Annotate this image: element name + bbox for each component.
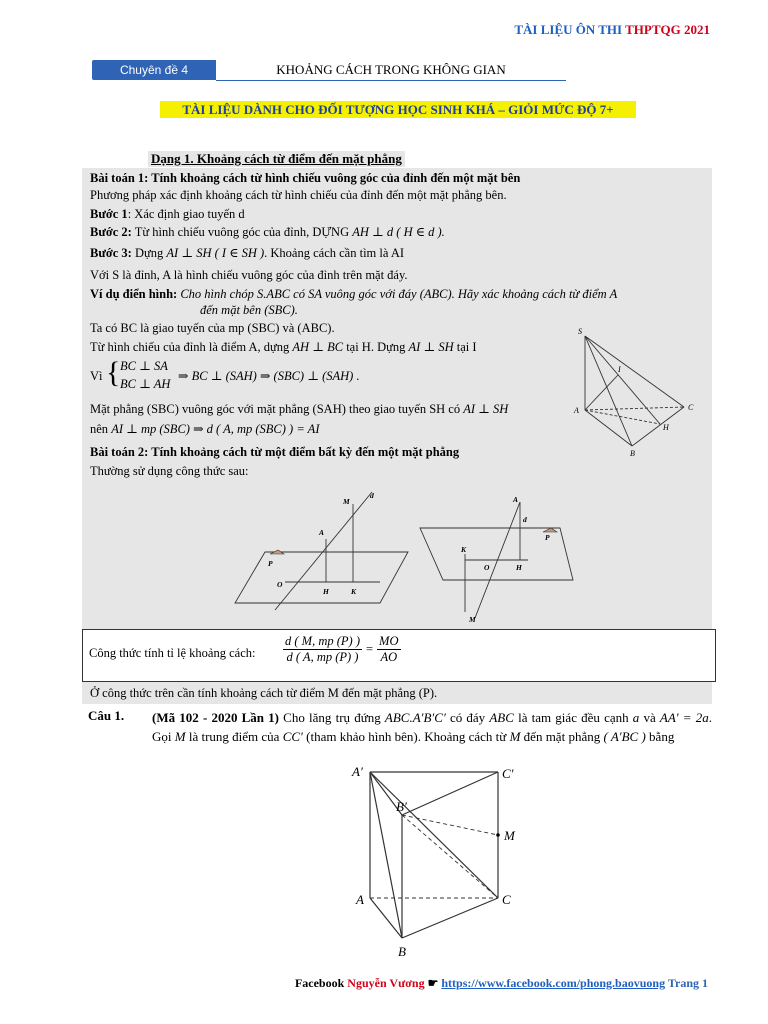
pl-left-k: K bbox=[351, 587, 357, 596]
example-text: Cho hình chóp S.ABC có SA vuông góc với đáy (ABC). Hãy xác khoảng cách từ điểm A bbox=[177, 287, 618, 301]
prism-label-a1: A′ bbox=[352, 764, 363, 779]
solution-line-4 bbox=[90, 401, 508, 417]
problem2-title: Bài toán 2: Tính khoảng cách từ một điểm bất kỳ đến một mặt phẳng bbox=[90, 445, 460, 459]
q-math-3: a bbox=[632, 710, 640, 725]
question-source: (Mã 102 - 2020 Lần 1) bbox=[152, 710, 280, 725]
q-text-j: bằng bbox=[645, 729, 675, 744]
footer-author: Nguyễn Vương bbox=[347, 976, 425, 990]
question-label: Câu 1. bbox=[88, 708, 125, 723]
pl-right-m: M bbox=[469, 615, 476, 624]
pl-left-d: d bbox=[370, 491, 374, 500]
q-math-4: AA′ = 2a bbox=[659, 710, 709, 725]
sol2-a: Từ hình chiếu của đỉnh là điểm A, dựng bbox=[90, 340, 293, 354]
plane-p-left bbox=[235, 552, 408, 603]
exam-label: THPTQG 2021 bbox=[625, 22, 710, 37]
step1-label: Bước 1 bbox=[90, 207, 128, 221]
ratio-formula-box bbox=[82, 629, 716, 682]
q-text-a: Cho lăng trụ đứng bbox=[279, 710, 385, 725]
sol4-a: Mặt phẳng (SBC) vuông góc với mặt phẳng (SAH) theo giao tuyến SH có bbox=[90, 402, 464, 416]
step1 bbox=[90, 206, 245, 222]
pyr-label-i: I bbox=[618, 365, 621, 374]
ratio-den: d ( A, mp (P) ) bbox=[286, 650, 359, 664]
pyr-label-c: C bbox=[688, 403, 694, 412]
step2-text: Từ hình chiếu vuông góc của đỉnh, DỰNG bbox=[131, 225, 353, 239]
step2 bbox=[90, 224, 445, 240]
prism-label-c: C bbox=[502, 892, 511, 907]
example-line bbox=[90, 286, 617, 302]
ratio-num: d ( M, mp (P) ) bbox=[285, 634, 360, 648]
footer-page-number: Trang 1 bbox=[665, 976, 708, 990]
ratio-right-fraction bbox=[377, 634, 400, 665]
pl-right-p: P bbox=[545, 533, 550, 542]
step3-math: AI ⊥ SH ( I ∈ SH ) bbox=[166, 246, 265, 260]
ratio-label: Công thức tính tỉ lệ khoảng cách: bbox=[89, 646, 256, 660]
q-text-g: (tham khảo hình bên). Khoảng cách từ bbox=[302, 729, 510, 744]
target-audience-banner: TÀI LIỆU DÀNH CHO ĐỐI TƯỢNG HỌC SINH KHÁ – GIỎI MỨC ĐỘ 7+ bbox=[160, 101, 636, 118]
section-title: Dạng 1. Khoảng cách từ điểm đến mặt phẳng bbox=[148, 151, 405, 167]
prism-label-b1: B′ bbox=[396, 799, 407, 814]
pl-right-a: A bbox=[513, 495, 519, 504]
q-math-2: ABC bbox=[489, 710, 514, 725]
sol2-b: tại H. Dựng bbox=[343, 340, 409, 354]
page-footer bbox=[295, 976, 708, 991]
example-label: Ví dụ điển hình: bbox=[90, 287, 178, 301]
sol3-sys-1: BC ⊥ SA bbox=[120, 359, 168, 373]
sol2-math-2: AI ⊥ SH bbox=[408, 340, 454, 354]
q-text-c: là tam giác đều cạnh bbox=[513, 710, 633, 725]
ratio-rnum: MO bbox=[379, 634, 399, 648]
q-text-d: và bbox=[639, 710, 656, 725]
pl-left-o: O bbox=[277, 580, 283, 589]
q-math-7: M bbox=[509, 729, 521, 744]
ratio-left-fraction bbox=[283, 634, 362, 665]
q-text-h: đến mặt bbox=[520, 729, 566, 744]
sol3-sys-2: BC ⊥ AH bbox=[120, 377, 171, 391]
ratio-formula: $\frac{d ( M, mp (P) )}{d ( A, mp (P) )}$ = $\frac{MO}{AO}$ bbox=[285, 634, 399, 664]
sol3-result: ⇒ BC ⊥ (SAH) ⇒ (SBC) ⊥ (SAH) . bbox=[178, 369, 360, 383]
prism-label-c1: C′ bbox=[502, 766, 514, 781]
pyr-label-b: B bbox=[630, 449, 635, 458]
pl-right-o: O bbox=[484, 563, 490, 572]
footer-facebook-link[interactable]: https://www.facebook.com/phong.baovuong bbox=[441, 976, 666, 990]
q-math-6: CC′ bbox=[282, 729, 303, 744]
sol5-a: nên bbox=[90, 422, 112, 436]
q-text-e: . Gọi bbox=[152, 710, 712, 744]
pyr-label-s: S bbox=[578, 327, 582, 336]
solution-line-5 bbox=[90, 421, 319, 437]
plane-figure-left bbox=[230, 490, 420, 620]
q-math-1: ABC.A′B′C′ bbox=[384, 710, 446, 725]
pyr-label-a: A bbox=[574, 406, 579, 415]
plane-figure-right bbox=[415, 490, 575, 625]
sol2-c: tại I bbox=[453, 340, 477, 354]
step3-text: Dựng bbox=[131, 246, 167, 260]
note-text: Với S là đỉnh, A là hình chiếu vuông góc của đỉnh trên mặt đáy. bbox=[90, 268, 408, 282]
prism-figure bbox=[340, 760, 530, 965]
prism-label-b: B bbox=[398, 944, 406, 959]
footer-arrow-icon: ☛ bbox=[424, 976, 442, 990]
solution-line-1: Ta có BC là giao tuyến của mp (SBC) và (ABC). bbox=[90, 321, 335, 335]
pl-left-m: M bbox=[343, 497, 350, 506]
sol2-math-1: AH ⊥ BC bbox=[292, 340, 344, 354]
step2-label: Bước 2: bbox=[90, 225, 132, 239]
sol3-vi: Vì bbox=[90, 369, 103, 383]
pl-left-h: H bbox=[323, 587, 329, 596]
solution-line-2 bbox=[90, 339, 477, 355]
step2-math: AH ⊥ d ( H ∈ d ). bbox=[352, 225, 445, 239]
pl-right-d: d bbox=[523, 515, 527, 524]
q-math-8: ( A′BC ) bbox=[603, 729, 646, 744]
ratio-rden: AO bbox=[380, 650, 398, 664]
q-math-5: M bbox=[174, 729, 186, 744]
step3 bbox=[90, 245, 404, 261]
example-text-2: đến mặt bên (SBC). bbox=[200, 303, 298, 317]
pyr-label-h: H bbox=[663, 423, 669, 432]
prism-label-m: M bbox=[504, 828, 515, 843]
prism-label-a: A bbox=[356, 892, 364, 907]
footer-facebook-label: Facebook bbox=[294, 976, 348, 990]
pl-left-a: A bbox=[319, 528, 325, 537]
q-text-i: phẳng bbox=[568, 729, 604, 744]
pl-left-p: P bbox=[268, 559, 273, 568]
plane-p-right bbox=[420, 528, 573, 580]
q-text-b: có đáy bbox=[445, 710, 490, 725]
ratio-note: Ở công thức trên cần tính khoảng cách từ điểm M đến mặt phẳng (P). bbox=[90, 686, 438, 700]
brace: { bbox=[106, 356, 121, 389]
step1-text: : Xác định giao tuyến d bbox=[127, 207, 245, 221]
pl-right-h: H bbox=[516, 563, 522, 572]
formula-intro: Thường sử dụng công thức sau: bbox=[90, 464, 249, 478]
doc-label: TÀI LIỆU ÔN THI bbox=[514, 22, 623, 37]
method-text: Phương pháp xác định khoảng cách từ hình chiếu của đỉnh đến một mặt phẳng bên. bbox=[90, 188, 507, 202]
step3-label: Bước 3: bbox=[90, 246, 132, 260]
q-text-f: là trung điểm của bbox=[185, 729, 283, 744]
sol5-math: AI ⊥ mp (SBC) ⇒ d ( A, mp (SBC) ) = AI bbox=[111, 422, 320, 436]
problem1-title: Bài toán 1: Tính khoảng cách từ hình chiếu vuông góc của đỉnh đến một mặt bên bbox=[90, 171, 521, 185]
question-text bbox=[152, 708, 712, 746]
pyramid-figure bbox=[560, 322, 710, 462]
step3-tail: . Khoảng cách cần tìm là AI bbox=[264, 246, 405, 260]
pl-right-k: K bbox=[461, 545, 467, 554]
topic-tag: Chuyên đề 4 bbox=[92, 60, 216, 80]
topic-title: KHOẢNG CÁCH TRONG KHÔNG GIAN bbox=[216, 60, 566, 81]
sol4-math: AI ⊥ SH bbox=[463, 402, 509, 416]
document-header bbox=[514, 22, 710, 38]
